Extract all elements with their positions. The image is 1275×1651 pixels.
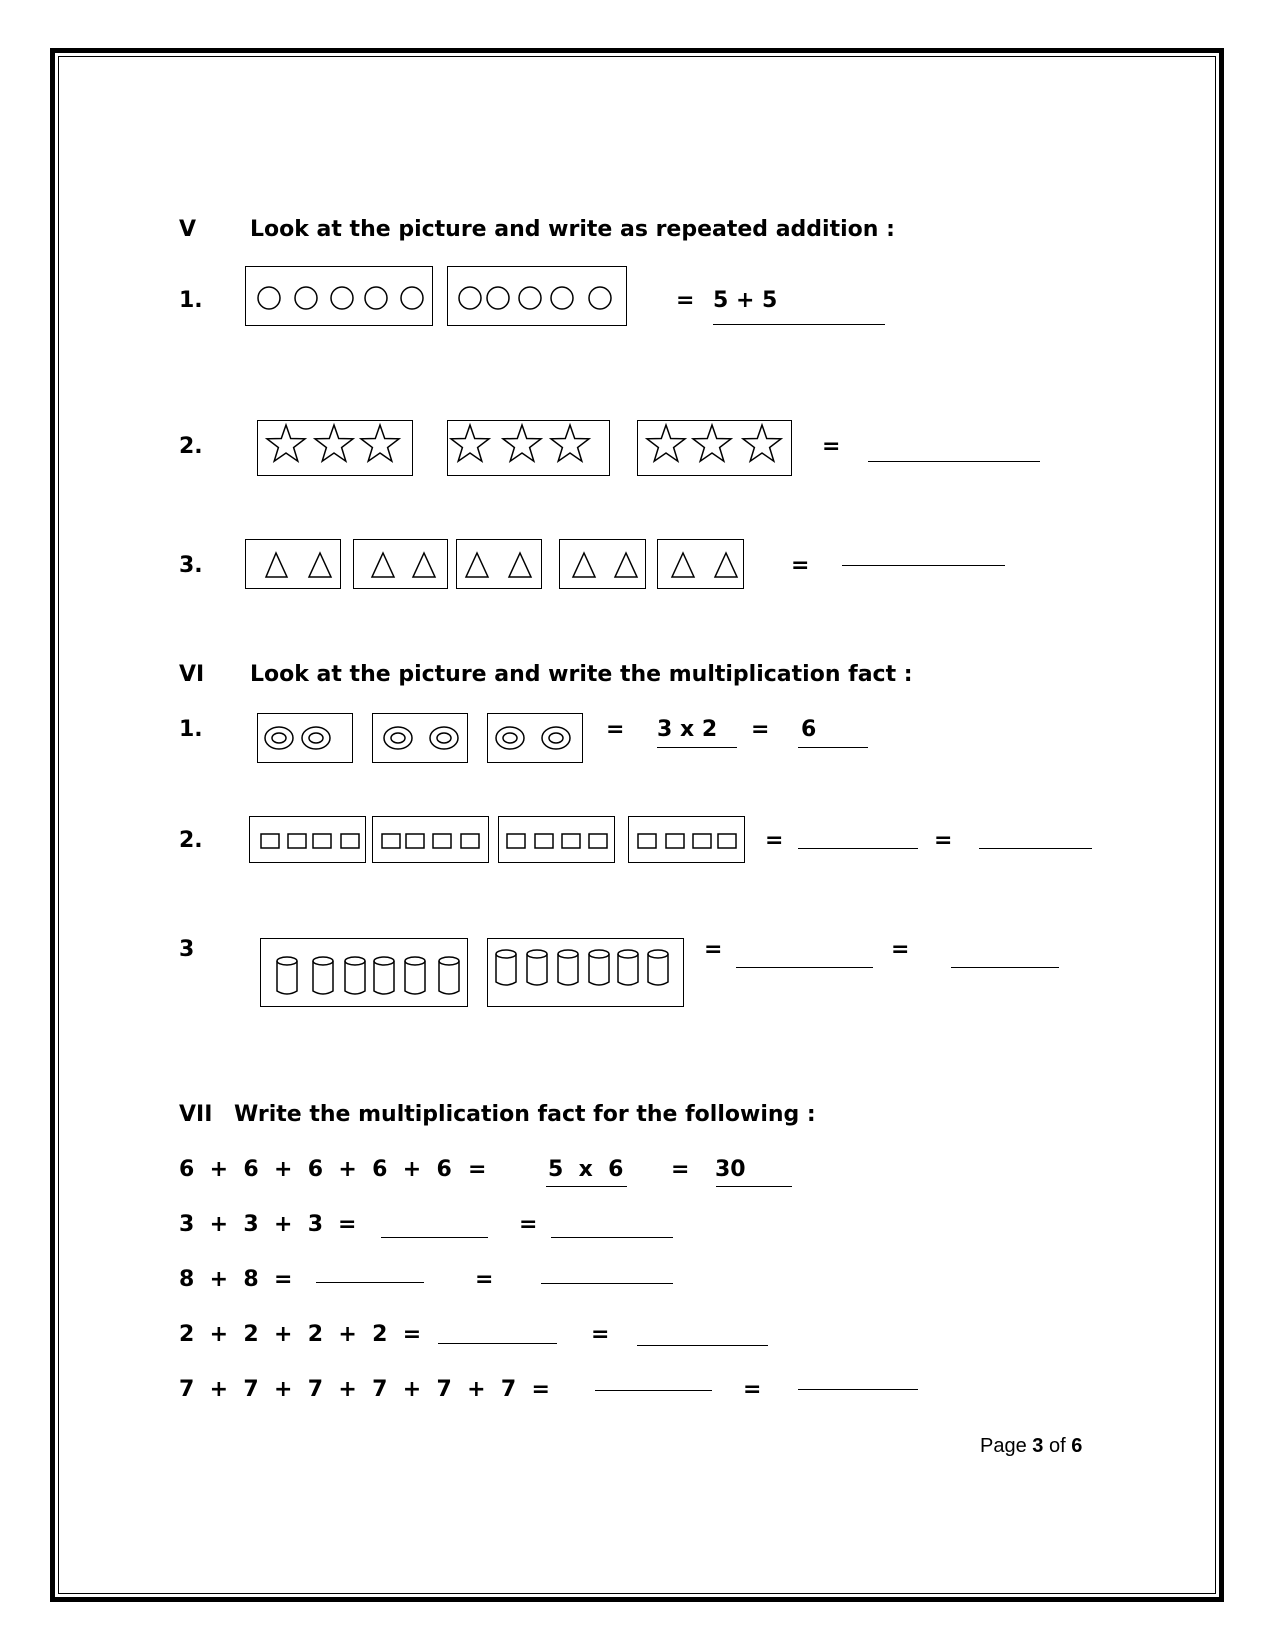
double-ring-icon — [496, 727, 524, 749]
v-q3-group — [245, 539, 341, 589]
cylinder-icon — [277, 957, 297, 994]
star-icon — [503, 425, 541, 461]
triangle-icon — [615, 553, 637, 577]
vii-row-expression: 8 + 8 = — [179, 1267, 293, 1292]
cylinder-icon — [374, 957, 394, 994]
triangle-icon — [413, 553, 435, 577]
circle-icon — [295, 287, 317, 309]
vi-q1-number: 1. — [179, 717, 203, 742]
vi-q3-equals-2: = — [891, 937, 910, 962]
v-q2-equals: = — [822, 434, 841, 459]
cylinder-icon — [618, 950, 638, 985]
triangle-icon — [466, 553, 488, 577]
section-vi-heading: Look at the picture and write the multiplication fact : — [250, 662, 913, 687]
vii-row-fact-line[interactable] — [381, 1237, 488, 1238]
triangle-icon — [672, 553, 694, 577]
circle-icon — [589, 287, 611, 309]
small-square-icon — [666, 834, 684, 848]
small-square-icon — [693, 834, 711, 848]
circle-icon-row — [246, 267, 434, 327]
small-square-icon — [341, 834, 359, 848]
double-ring-icon — [430, 727, 458, 749]
v-q1-number: 1. — [179, 288, 203, 313]
vii-row-expression: 3 + 3 + 3 — [179, 1212, 324, 1237]
triangle-icon — [309, 553, 331, 577]
vi-q1-group — [372, 713, 468, 763]
section-vii-roman: VII — [179, 1102, 213, 1127]
vi-q2-equals-1: = — [765, 828, 784, 853]
vii-row-equals-2: = — [671, 1157, 690, 1182]
small-square-icon — [507, 834, 525, 848]
cylinder-icon — [345, 957, 365, 994]
vii-row-equals-2: = — [591, 1322, 610, 1347]
vi-q1-equals-1: = — [606, 717, 625, 742]
star-icon — [647, 425, 685, 461]
v-q3-answer-line[interactable] — [842, 565, 1005, 566]
cylinder-icon — [313, 957, 333, 994]
double-ring-icon — [384, 727, 412, 749]
cylinder-icon — [527, 950, 547, 985]
vi-q1-product-line[interactable] — [798, 747, 868, 748]
v-q3-equals: = — [791, 553, 810, 578]
small-square-icon — [313, 834, 331, 848]
v-q2-group — [447, 420, 610, 476]
small-square-icon — [382, 834, 400, 848]
small-square-icon — [718, 834, 736, 848]
star-icon — [267, 425, 305, 461]
vii-row-fact-line[interactable] — [316, 1282, 424, 1283]
small-square-icon — [288, 834, 306, 848]
cylinder-icon — [439, 957, 459, 994]
vi-q2-number: 2. — [179, 828, 203, 853]
page-number — [980, 1435, 1082, 1458]
vi-q3-equals-1: = — [704, 937, 723, 962]
circle-icon — [401, 287, 423, 309]
v-q1-group — [245, 266, 433, 326]
circle-icon — [519, 287, 541, 309]
section-vi-roman: VI — [179, 662, 205, 687]
v-q1-answer: 5 + 5 — [713, 288, 778, 313]
v-q1-group — [447, 266, 627, 326]
vi-q1-group — [487, 713, 583, 763]
vi-q1-product: 6 — [801, 717, 817, 742]
vii-row-fact-line[interactable] — [595, 1390, 712, 1391]
star-icon — [451, 425, 489, 461]
triangle-icon — [715, 553, 737, 577]
vi-q2-group — [372, 816, 489, 863]
triangle-icon — [266, 553, 287, 577]
vii-row-equals-2: = — [743, 1377, 762, 1402]
star-icon — [315, 425, 353, 461]
v-q3-number: 3. — [179, 553, 203, 578]
circle-icon — [487, 287, 509, 309]
vi-q1-fact: 3 x 2 — [657, 717, 718, 742]
section-v-heading: Look at the picture and write as repeated addition : — [250, 217, 895, 242]
small-square-icon — [461, 834, 479, 848]
small-square-icon — [433, 834, 451, 848]
v-q2-group — [637, 420, 792, 476]
star-icon — [693, 425, 731, 461]
page-current: 3 — [1032, 1435, 1044, 1457]
small-square-icon — [638, 834, 656, 848]
triangle-icon — [509, 553, 531, 577]
small-square-icon — [261, 834, 279, 848]
v-q3-group — [559, 539, 646, 589]
vi-q2-fact-line[interactable] — [798, 848, 918, 849]
vi-q3-number: 3 — [179, 937, 195, 962]
v-q3-group — [657, 539, 744, 589]
vii-row-product-line[interactable] — [637, 1345, 768, 1346]
v-q3-group — [456, 539, 542, 589]
vi-q2-group — [249, 816, 366, 863]
cylinder-icon — [405, 957, 425, 994]
page-total: 6 — [1071, 1435, 1083, 1457]
v-q2-group — [257, 420, 413, 476]
vii-row-product-line[interactable] — [551, 1237, 673, 1238]
circle-icon — [365, 287, 387, 309]
cylinder-icon — [589, 950, 609, 985]
cylinder-icon — [648, 950, 668, 985]
double-ring-icon — [302, 727, 330, 749]
circle-icon-row — [448, 267, 628, 327]
vi-q3-fact-line[interactable] — [736, 967, 873, 968]
vi-q3-group — [487, 938, 684, 1007]
circle-icon — [459, 287, 481, 309]
circle-icon — [331, 287, 353, 309]
vii-row-product-line[interactable] — [716, 1186, 792, 1187]
vii-row-expression: 7 + 7 + 7 + 7 + 7 + 7 = — [179, 1377, 550, 1402]
circle-icon — [258, 287, 280, 309]
vii-row-fact: 5 x 6 — [548, 1157, 624, 1182]
vii-row-expression: 6 + 6 + 6 + 6 + 6 — [179, 1157, 452, 1182]
double-ring-icon — [542, 727, 570, 749]
circle-icon — [551, 287, 573, 309]
star-icon — [551, 425, 589, 461]
vii-row-fact-line[interactable] — [438, 1343, 557, 1344]
cylinder-icon — [496, 950, 516, 985]
double-ring-icon — [265, 727, 293, 749]
vii-row-equals-2: = — [475, 1267, 494, 1292]
vii-row-equals-2: = — [519, 1212, 538, 1237]
v-q1-answer-line[interactable] — [713, 324, 885, 325]
v-q2-number: 2. — [179, 434, 203, 459]
vi-q1-fact-line[interactable] — [657, 747, 737, 748]
vi-q3-product-line[interactable] — [951, 967, 1059, 968]
v-q2-answer-line[interactable] — [868, 461, 1040, 462]
triangle-icon — [372, 553, 394, 577]
vii-row-equals-1: = — [468, 1157, 487, 1182]
vi-q2-group — [628, 816, 745, 863]
small-square-icon — [535, 834, 553, 848]
vi-q2-product-line[interactable] — [979, 848, 1092, 849]
small-square-icon — [589, 834, 607, 848]
star-icon — [361, 425, 399, 461]
section-vii-heading: Write the multiplication fact for the following : — [234, 1102, 816, 1127]
vi-q3-group — [260, 938, 468, 1007]
star-icon — [743, 425, 781, 461]
v-q3-group — [353, 539, 448, 589]
vii-row-product-line[interactable] — [541, 1283, 673, 1284]
vii-row-fact-line[interactable] — [546, 1186, 627, 1187]
page-word: Page — [980, 1435, 1033, 1457]
vi-q2-group — [498, 816, 615, 863]
vi-q1-group — [257, 713, 353, 763]
page-of-word: of — [1043, 1435, 1072, 1457]
v-q1-equals: = — [676, 288, 695, 313]
vii-row-product-line[interactable] — [798, 1389, 918, 1390]
small-square-icon — [562, 834, 580, 848]
cylinder-icon — [558, 950, 578, 985]
triangle-icon — [573, 553, 595, 577]
section-v-roman: V — [179, 217, 197, 242]
vii-row-expression: 2 + 2 + 2 + 2 = — [179, 1322, 422, 1347]
vi-q2-equals-2: = — [934, 828, 953, 853]
small-square-icon — [406, 834, 424, 848]
vii-row-product: 30 — [715, 1157, 746, 1182]
vii-row-equals-1: = — [338, 1212, 357, 1237]
vi-q1-equals-2: = — [751, 717, 770, 742]
